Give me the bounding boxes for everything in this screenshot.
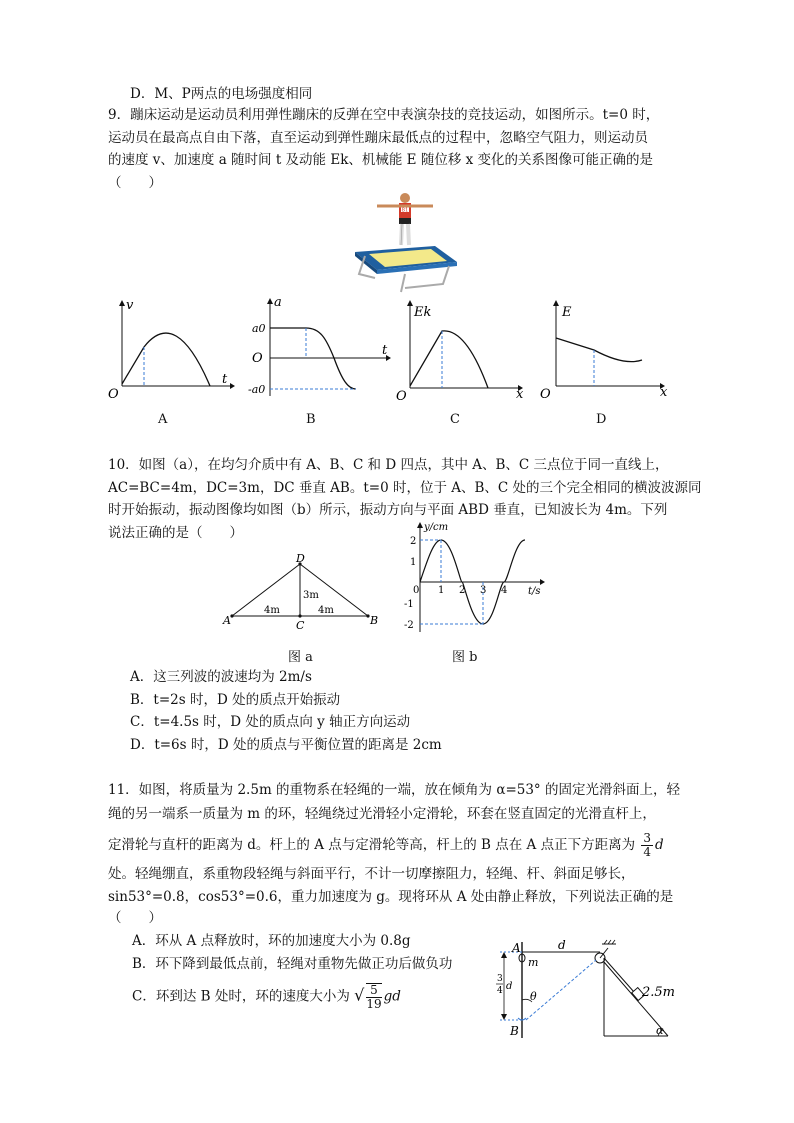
x-label: x	[660, 385, 668, 400]
graph-b	[248, 296, 396, 404]
dc-length-label: 3m	[303, 590, 319, 601]
alpha-label: α	[656, 1024, 664, 1037]
figure-a-caption: 图 a	[288, 650, 313, 665]
q11-fraction-var: d	[655, 837, 664, 853]
graph-b-caption: B	[306, 412, 316, 427]
q11-line-3-text: 定滑轮与直杆的距离为 d。杆上的 A 点与定滑轮等高，杆上的 B 点在 A 点正下方距离为	[108, 837, 636, 853]
frac-den-label: 4	[497, 986, 503, 996]
y-axis-label: y/cm	[424, 522, 449, 533]
ytick-2: 2	[410, 536, 417, 547]
q10-option-c: C．t=4.5s 时，D 处的质点向 y 轴正方向运动	[130, 714, 411, 730]
figure-a-triangle	[220, 552, 380, 632]
q10-stem	[108, 454, 702, 544]
q10-option-b: B．t=2s 时，D 处的质点开始振动	[130, 691, 341, 708]
x-label: t	[382, 343, 388, 358]
trampoline-illustration	[345, 190, 465, 298]
q11-line-4: 处。轻绳绷直，系重物段轻绳与斜面平行，不计一切摩擦阻力，轻绳、杆、斜面足够长，	[108, 866, 635, 882]
origin-label: O	[396, 389, 407, 404]
ytick-neg2: -2	[404, 620, 414, 631]
q11-line-3	[108, 832, 664, 859]
xtick-1: 1	[438, 585, 445, 596]
graph-d	[540, 298, 674, 404]
neg-a0-label: -a0	[248, 383, 266, 396]
q9-line-2: 运动员在最高点自由下落，直至运动到弹性蹦床最低点的过程中，忽略空气阻力，则运动员	[108, 129, 648, 146]
q10-line-2: AC=BC=4m，DC=3m，DC 垂直 AB。t=0 时，位于 A、B、C 处的三个完全相同的横波波源同	[108, 479, 702, 496]
point-a-label: A	[512, 941, 521, 955]
q10-option-a: A．这三列波的波速均为 2m/s	[130, 669, 312, 685]
graph-a-caption: A	[158, 412, 168, 427]
q11-option-b: B．环下降到最低点前，轻绳对重物先做正功后做负功	[132, 956, 453, 972]
graph-c-caption: C	[450, 412, 460, 427]
sqrt-sign: √	[354, 985, 365, 1005]
ytick-neg1: -1	[404, 599, 414, 610]
figure-b-vibration-graph	[400, 520, 548, 634]
graph-c	[396, 298, 530, 404]
weight-mass-label: 2.5m	[642, 985, 676, 1000]
q9-stem	[108, 104, 688, 194]
q11-option-a: A．环从 A 点释放时，环的加速度大小为 0.8g	[132, 933, 411, 949]
figure-b-caption: 图 b	[452, 650, 478, 665]
kinetic-energy-curve	[410, 331, 488, 388]
ytick-1: 1	[410, 557, 417, 568]
origin-label: O	[108, 387, 119, 402]
q11-line-2: 绳的另一端系一质量为 m 的环，轻绳绕过光滑轻小定滑轮，环套在竖直固定的光滑直杆上，	[108, 806, 656, 822]
x-label: x	[516, 387, 524, 402]
athlete-jersey-number: 81	[401, 207, 409, 214]
ac-length-label: 4m	[264, 605, 280, 616]
q9-line-4: （ ）	[108, 174, 162, 191]
q11-option-c-text: C．环到达 B 处时，环的速度大小为	[132, 988, 350, 1005]
x-label: t	[222, 372, 228, 387]
point-d-label: D	[296, 552, 305, 565]
q11-option-c-gd: gd	[383, 988, 401, 1005]
t-axis-label: t/s	[528, 586, 541, 597]
cb-length-label: 4m	[318, 605, 334, 616]
point-b-label: B	[370, 614, 379, 627]
q10-options	[130, 666, 710, 756]
theta-label: θ	[530, 990, 537, 1003]
q8-option-d: D．M、P两点的电场强度相同	[130, 86, 313, 102]
q10-line-3: 时开始振动，振动图像均如图（b）所示，振动方向与平面 ABD 垂直，已知波长为 4m。下列	[108, 502, 668, 518]
frac-var-label: d	[506, 981, 513, 992]
q10-line-4: 说法正确的是（ ）	[108, 524, 243, 541]
ytick-0: 0	[413, 585, 420, 596]
q11-fraction: $\frac{3}{4}$	[643, 831, 652, 859]
distance-d-label: d	[558, 938, 566, 952]
a0-label: a0	[252, 322, 266, 335]
xtick-4: 4	[501, 585, 508, 596]
rope-to-weight	[604, 958, 634, 992]
q11-line-1: 11．如图，将质量为 2.5m 的重物系在轻绳的一端，放在倾角为 α=53° 的固定光滑斜面上，轻	[108, 782, 680, 798]
q11-line-6: （ ）	[108, 910, 162, 926]
q11-option-c	[132, 983, 401, 1011]
point-a-label: A	[223, 614, 231, 627]
mechanical-energy-curve	[556, 338, 642, 362]
xtick-2: 2	[459, 585, 466, 596]
q9-line-3: 的速度 v、加速度 a 随时间 t 及动能 Ek、机械能 E 随位移 x 变化的关系图像可能正确的是	[108, 152, 654, 168]
athlete-head	[400, 193, 410, 203]
origin-label: O	[252, 351, 263, 366]
origin-label: O	[540, 387, 551, 402]
y-label: E	[562, 305, 572, 320]
q9-line-1: 9．蹦床运动是运动员利用弹性蹦床的反弹在空中表演杂技的竞技运动，如图所示。t=0 时，	[108, 107, 660, 123]
graph-d-caption: D	[596, 412, 607, 427]
q10-option-d: D．t=6s 时，D 处的质点与平衡位置的距离是 2cm	[130, 736, 442, 753]
ring-mass-label: m	[528, 956, 539, 969]
y-label: Ek	[414, 305, 432, 320]
q11-line-5: sin53°=0.8，cos53°=0.6，重力加速度为 g。现将环从 A 处由静止释放，下列说法正确的是	[108, 889, 674, 905]
xtick-3: 3	[480, 585, 487, 596]
q11-figure	[490, 938, 690, 1042]
q10-line-1: 10．如图（a），在均匀介质中有 A、B、C 和 D 四点，其中 A、B、C 三点位于同一直线上，	[108, 457, 669, 473]
graph-a	[104, 298, 236, 404]
y-label: a	[274, 296, 282, 310]
frac-num-label: 3	[497, 974, 503, 984]
y-label: v	[126, 298, 134, 313]
q11-option-c-fraction: $\frac{5}{19}$	[366, 983, 382, 1011]
velocity-curve	[122, 333, 210, 386]
point-c-label: C	[296, 619, 305, 632]
point-b-label: B	[510, 1024, 519, 1038]
